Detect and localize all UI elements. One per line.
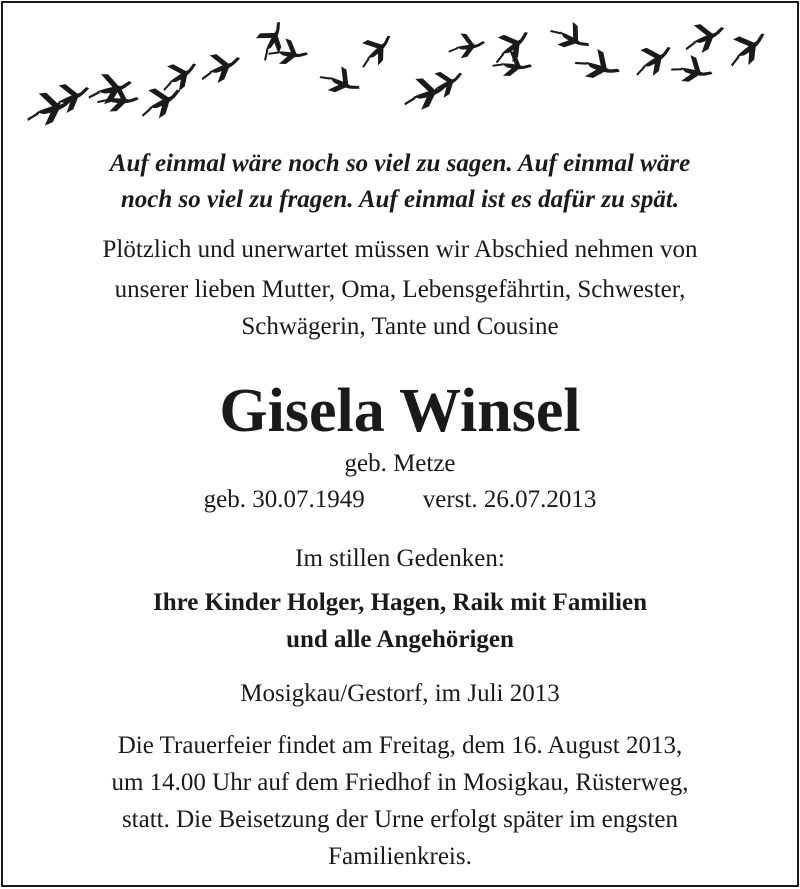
mourners-line-2: und alle Angehörigen: [286, 626, 514, 653]
crane-flock: [22, 15, 774, 130]
deceased-name: Gisela Winsel: [219, 377, 581, 445]
mourners-line-1: Ihre Kinder Holger, Hagen, Raik mit Familien: [153, 589, 647, 616]
intro-line-3: Schwägerin, Tante und Cousine: [241, 313, 559, 340]
intro-line-1: Plötzlich und unerwartet müssen wir Abschied nehmen von: [102, 236, 698, 263]
funeral-line-3: statt. Die Beisetzung der Urne erfolgt später im engsten: [121, 806, 679, 833]
intro-line-2: unserer lieben Mutter, Oma, Lebensgefährtin, Schwester,: [114, 276, 686, 303]
life-dates: [3, 482, 797, 518]
funeral-line-2: um 14.00 Uhr auf dem Friedhof in Mosigkau, Rüsterweg,: [111, 769, 689, 796]
quote-line-1: Auf einmal wäre noch so viel zu sagen. Auf einmal wäre: [109, 150, 691, 177]
funeral-line-4: Familienkreis.: [328, 843, 472, 870]
death-date: verst. 26.07.2013: [422, 486, 597, 513]
remembrance-heading: Im stillen Gedenken:: [295, 545, 505, 572]
quote-line-2: noch so viel zu fragen. Auf einmal ist es dafür zu spät.: [120, 186, 680, 213]
place-date: Mosigkau/Gestorf, im Juli 2013: [240, 680, 560, 707]
birth-name: geb. Metze: [344, 450, 456, 477]
birth-date: geb. 30.07.1949: [203, 486, 365, 513]
funeral-line-1: Die Trauerfeier findet am Freitag, dem 16. August 2013,: [117, 732, 683, 759]
obituary-notice: [1, 1, 799, 887]
flying-cranes-icon: [3, 3, 797, 143]
